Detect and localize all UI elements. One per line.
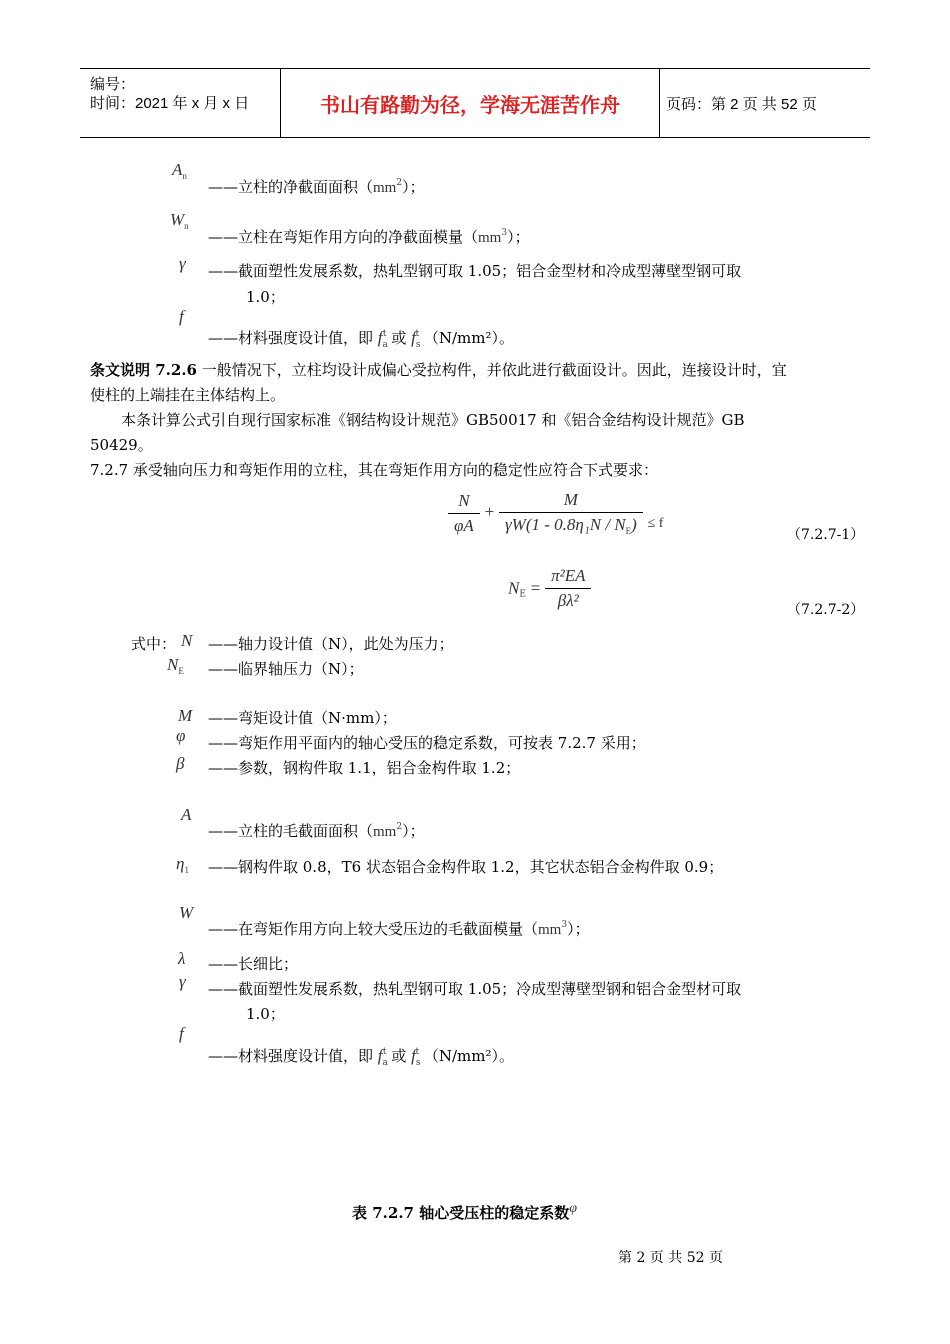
symbol-f: f bbox=[179, 307, 184, 326]
def-phi: ——弯矩作用平面内的轴心受压的稳定系数，可按表 7.2.7 采用； bbox=[208, 734, 646, 752]
symbol-phi: φ bbox=[176, 726, 186, 745]
symbol-beta: β bbox=[176, 754, 185, 773]
def-gamma-cont: 1.0； bbox=[246, 288, 285, 306]
def-ne: ——临界轴压力（N）； bbox=[208, 660, 364, 678]
def-an: ——立柱的净截面面积$(mm^2)$； bbox=[208, 178, 425, 196]
def-m: ——弯矩设计值（N·mm）； bbox=[208, 709, 397, 727]
symbol-a: A bbox=[181, 805, 192, 824]
header-motto: 书山有路勤为径，学海无涯苦作舟 bbox=[281, 69, 660, 137]
eqno-7-2-7-2: （7.2.7-2） bbox=[787, 602, 865, 618]
symbol-w: W bbox=[179, 903, 194, 922]
def-gamma: ——截面塑性发展系数，热轧型钢可取 1.05；铝合金型材和冷成型薄壁型钢可取 bbox=[208, 262, 742, 280]
table-title: 表 7.2.7 轴心受压柱的稳定系数φ bbox=[352, 1201, 577, 1222]
symbol-an: $A_n$ bbox=[172, 160, 187, 181]
def-eta1: ——钢构件取 0.8，T6 状态铝合金构件取 1.2，其它状态铝合金构件取 0.9； bbox=[208, 858, 724, 876]
eqno-7-2-7-1: （7.2.7-1） bbox=[787, 527, 865, 543]
def-beta: ——参数，钢构件取 1.1，铝合金构件取 1.2； bbox=[208, 759, 521, 777]
symbol-eta1: $\eta_1$ bbox=[176, 854, 189, 875]
fraction-n-over-phia: $\frac{N}{\varphi A}$ bbox=[448, 491, 480, 536]
symbol-f-2: f bbox=[179, 1024, 184, 1043]
header-info-cell bbox=[80, 69, 281, 137]
def-a: ——立柱的毛截面面积$(mm^2)$； bbox=[208, 822, 425, 840]
symbol-wn: $W_n$ bbox=[170, 210, 189, 231]
def-w: ——在弯矩作用方向上较大受压边的毛截面模量$(mm^3)$； bbox=[208, 920, 590, 938]
symbol-n: N bbox=[181, 631, 193, 650]
symbol-lambda: λ bbox=[178, 949, 186, 968]
fraction-m-over-gammaw: $\frac{M}{\gamma W(1 - 0.8\eta_1N / N_E)}$ bbox=[499, 490, 643, 536]
header-number: 编号： bbox=[90, 76, 136, 93]
def-n: ——轴力设计值（N），此处为压力； bbox=[208, 635, 454, 653]
symbol-ne: $N_E$ bbox=[167, 655, 184, 676]
formula-7-2-7-2: $N_E$ = $\frac{\text{π²EA}}{\text{βλ²}}$ bbox=[508, 566, 591, 611]
symbol-gamma-2: γ bbox=[179, 972, 186, 991]
def-gamma-2: ——截面塑性发展系数，热轧型钢可取 1.05；冷成型薄壁型钢和铝合金型材可取 bbox=[208, 980, 742, 998]
formula-7-2-7-1: $\frac{N}{\varphi A}$ + $\frac{M}{\gamma W(1 - 0.8\eta_1N / N_E)}$ ≤ f bbox=[448, 490, 663, 536]
header-time: 时间：2021 年 x 月 x 日 bbox=[90, 95, 250, 112]
symbol-m: M bbox=[178, 706, 193, 725]
clause-line2: 使柱的上端挂在主体结构上。 bbox=[90, 386, 286, 404]
def-f: ——材料强度设计值，即 $f_a^t$ 或 $f_s^t$ （N/mm²）。 bbox=[208, 328, 515, 350]
def-gamma-2-cont: 1.0； bbox=[246, 1005, 285, 1023]
def-f-2: ——材料强度设计值，即 $f_a^t$ 或 $f_s^t$ （N/mm²）。 bbox=[208, 1046, 515, 1068]
header-page: 页码：第 2 页 共 52 页 bbox=[666, 95, 817, 113]
def-lambda: ——长细比； bbox=[208, 955, 299, 973]
clause-line4: 50429。 bbox=[90, 436, 153, 454]
page-footer: 第 2 页 共 52 页 bbox=[618, 1250, 723, 1266]
clause-line3: 本条计算公式引自现行国家标准《钢结构设计规范》GB50017 和《铝合金结构设计规范》GB bbox=[121, 411, 745, 429]
where-intro: 式中： bbox=[131, 635, 177, 653]
def-wn: ——立柱在弯矩作用方向的净截面模量$(mm^3)$； bbox=[208, 228, 530, 246]
clause-line1: 条文说明 7.2.6 一般情况下，立柱均设计成偏心受拉构件，并依此进行截面设计。因此，连接设计时，宜 bbox=[90, 361, 787, 379]
page-header bbox=[80, 68, 870, 138]
section-7-2-7: 7.2.7 承受轴向压力和弯矩作用的立柱，其在弯矩作用方向的稳定性应符合下式要求： bbox=[90, 461, 658, 479]
symbol-gamma: γ bbox=[179, 254, 186, 273]
